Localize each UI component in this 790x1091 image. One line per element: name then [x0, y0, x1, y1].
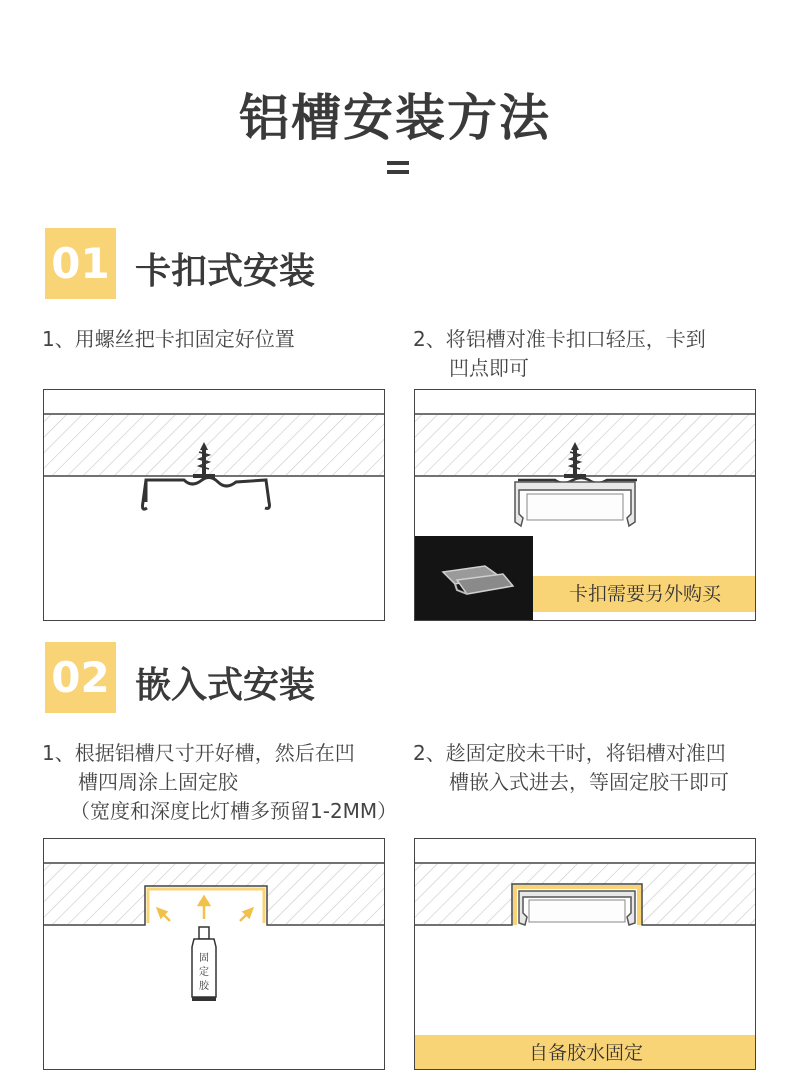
aluminum-channel-icon [519, 891, 635, 925]
title-divider-icon [387, 158, 409, 176]
purchase-note-label: 卡扣需要另外购买 [533, 576, 756, 612]
glue-note-label: 自备胶水固定 [415, 1035, 756, 1070]
step-line: （宽度和深度比灯槽多预留1-2MM） [70, 799, 398, 823]
section-number-badge: 02 [45, 642, 116, 713]
page-title: 铝槽安装方法 [239, 89, 551, 147]
arrow-icon [158, 897, 252, 921]
section-title: 卡扣式安装 [135, 251, 316, 292]
step-line: 槽四周涂上固定胶 [78, 770, 238, 794]
step-text [42, 325, 295, 354]
step-line: 1、根据铝槽尺寸开好槽，然后在凹 [42, 741, 355, 765]
step-line: 槽嵌入式进去，等固定胶干即可 [449, 770, 729, 794]
clip-photo-icon [443, 566, 513, 594]
clip-screw-diagram [43, 389, 385, 621]
groove-glue-diagram [43, 838, 385, 1070]
glue-label-char: 胶 [199, 981, 209, 992]
section-title: 嵌入式安装 [135, 665, 316, 706]
glue-label-char: 定 [199, 967, 209, 978]
section-number-badge: 01 [45, 228, 116, 299]
clip-product-photo [415, 536, 533, 621]
step-line: 凹点即可 [449, 356, 529, 380]
step-text [413, 739, 729, 797]
glue-tube-icon [192, 927, 216, 1001]
step-line: 2、将铝槽对准卡扣口轻压，卡到 [413, 327, 706, 351]
step-text [42, 739, 397, 826]
channel-clip-diagram [414, 389, 756, 621]
step-text [413, 325, 706, 383]
glue-label-char: 固 [199, 953, 209, 964]
step-line: 1、用螺丝把卡扣固定好位置 [42, 327, 295, 351]
embedded-channel-diagram [414, 838, 756, 1070]
step-line: 2、趁固定胶未干时，将铝槽对准凹 [413, 741, 726, 765]
mounting-clip-icon [143, 477, 270, 509]
aluminum-channel-icon [515, 482, 635, 526]
